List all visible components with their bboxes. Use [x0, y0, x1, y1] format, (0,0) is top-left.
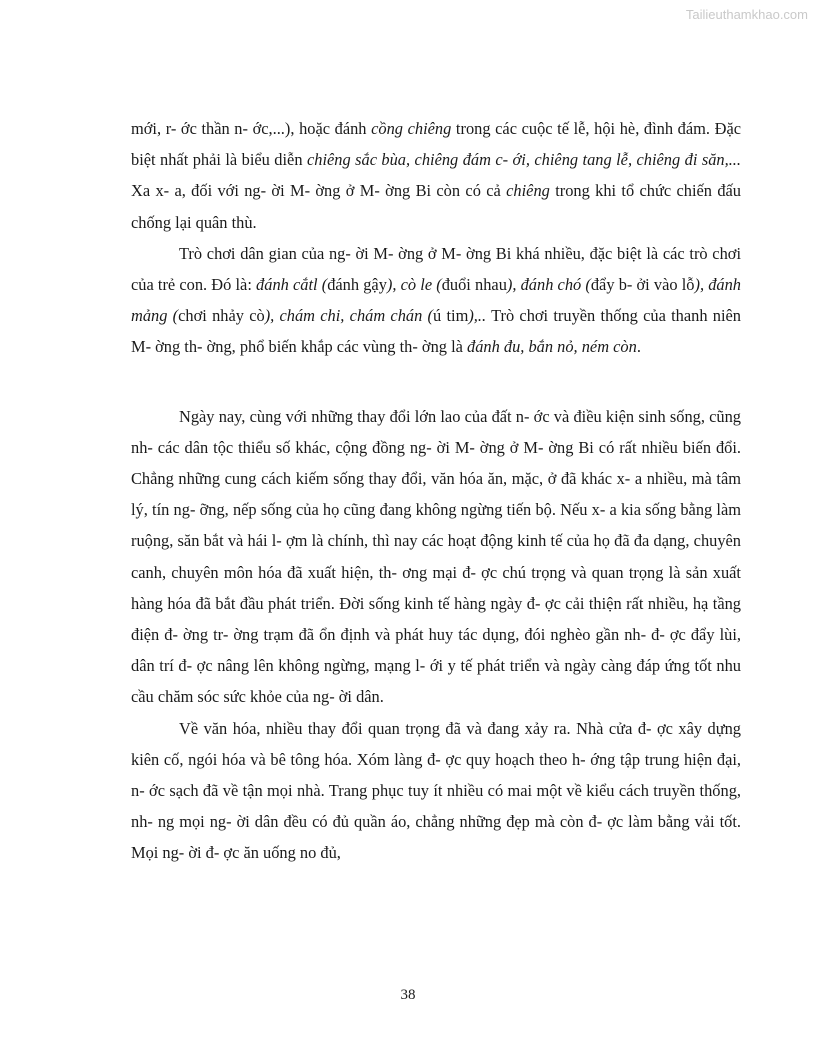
text-run: Xa x- a, đối với ng- ời M- ờng ở M- ờng Bi còn có cả	[131, 181, 507, 201]
italic-text-run: đánh đu, bắn nỏ, ném còn	[467, 337, 637, 357]
page-number: 38	[400, 987, 416, 1003]
italic-text-run: ), đánh chó (	[506, 275, 591, 295]
text-run: Về văn hóa, nhiều thay đổi quan trọng đã và đang xảy ra. Nhà cửa đ- ợc xây dựng kiên cố, ngói hóa và bê tông hóa. Xóm làng đ- ợc quy hoạch theo h- ớng tập trung hiện đại, n- ớc sạch đã về tận mọi nhà. Trang phục tuy ít nhiều có mai một về kiểu cách truyền thống, nh- ng mọi ng- ời dân đều có đủ quần áo, chẳng những đẹp mà còn đ- ợc làm bằng vải tốt. Mọi ng- ời đ- ợc ăn uống no đủ,	[131, 718, 741, 863]
text-run: Ngày nay, cùng với những thay đổi lớn lao của đất n- ớc và điều kiện sinh sống, cũng nh- các dân tộc thiểu số khác, cộng đồng ng- ời M- ờng ở M- ờng Bi có rất nhiều biến đổi. Chẳng những cung cách kiếm sống thay đổi, văn hóa ăn, mặc, ở đã khác x- a nhiều, mà tâm lý, tín ng- ỡng, nếp sống của họ cũng đang không ngừng tiến bộ. Nếu x- a kia sống bằng làm ruộng, săn bắt và hái l- ợm là chính, thì nay các hoạt động kinh tế của họ đã đa dạng, chuyên canh, chuyên môn hóa đã xuất hiện, th- ơng mại đ- ợc chú trọng và quan trọng là sản xuất hàng hóa đã bắt đầu phát triển. Đời sống kinh tế hàng ngày đ- ợc cải thiện rất nhiều, hạ tầng điện đ- ờng tr- ờng trạm đã ổn định và phát huy tác dụng, đói nghèo gần nh- đ- ợc đẩy lùi, dân trí đ- ợc nâng lên không ngừng, mạng l- ới y tế phát triển và ngày càng đáp ứng tốt nhu cầu chăm sóc sức khỏe của ng- ời dân.	[131, 406, 741, 707]
text-run: ú tim	[433, 306, 469, 326]
italic-text-run: ), đánh mảng (	[131, 275, 741, 326]
text-run: đuổi nhau	[441, 275, 507, 295]
paragraph-4	[131, 713, 741, 869]
paragraph-1	[131, 113, 741, 238]
text-run: Trò chơi truyền thống của thanh niên M- ờng th- ờng, phổ biến khắp các vùng th- ờng là	[131, 306, 742, 357]
text-run: chơi nhảy cò	[178, 306, 265, 326]
italic-text-run: cồng chiêng	[371, 119, 452, 138]
text-run: trong khi tổ chức chiến đấu chống lại quân thù.	[131, 181, 742, 232]
document-body	[131, 113, 741, 869]
paragraph-gap	[131, 363, 741, 401]
watermark-text: Tailieuthamkhao.com	[685, 7, 808, 22]
italic-text-run: chiêng sắc bùa, chiêng đám c- ới, chiêng tang lễ, chiêng đi săn,...	[306, 150, 741, 170]
italic-text-run: chiêng	[506, 181, 550, 201]
text-run: mới, r- ớc thần n- ớc,...), hoặc đánh	[131, 119, 372, 138]
paragraph-2	[131, 238, 741, 363]
italic-text-run: ), cò le (	[386, 275, 442, 295]
paragraph-3	[131, 401, 741, 713]
text-run: đẩy b- ởi vào lỗ	[590, 275, 695, 295]
text-run: Trò chơi dân gian của ng- ời M- ờng ở M- ờng Bi khá nhiều, đặc biệt là các trò chơi của trẻ con. Đó là:	[131, 243, 741, 295]
text-run: trong các cuộc tế lễ, hội hè, đình đám. Đặc biệt nhất phải là biểu diễn	[131, 119, 741, 170]
text-run: đánh gậy	[327, 275, 387, 295]
italic-text-run: ), chám chi, chám chán (	[264, 306, 434, 326]
text-run: .	[636, 337, 641, 357]
italic-text-run: ),..	[468, 306, 487, 326]
italic-text-run: đánh cắtl (	[256, 275, 328, 295]
